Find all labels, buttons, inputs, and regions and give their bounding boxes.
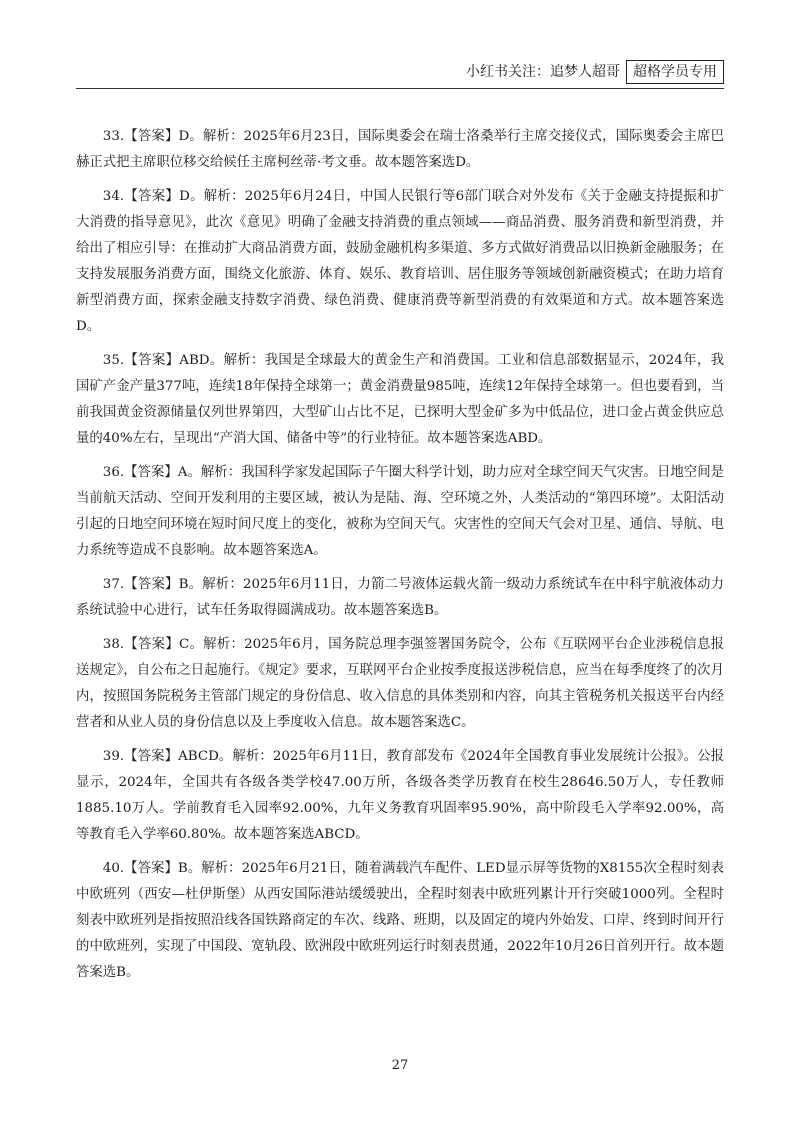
- answer-39: 39.【答案】ABCD。解析：2025年6月11日，教育部发布《2024年全国教育事业发展统计公报》。公报显示，2024年，全国共有各级各类学校47.00万所，各级各类学历教育在校生28646.50万人，专任教师1885.10万人。学前教育毛入园率92.00%，九年义务教育巩固率95.90%，高中阶段毛入学率92.00%，高等教育毛入学率60.80%。故本题答案选ABCD。: [76, 749, 724, 842]
- answer-38: 38.【答案】C。解析：2025年6月，国务院总理李强签署国务院令，公布《互联网平台企业涉税信息报送规定》，自公布之日起施行。《规定》要求，互联网平台企业按季度报送涉税信息，应当在每季度终了的次月内，按照国务院税务主管部门规定的身份信息、收入信息的具体类别和内容，向其主管税务机关报送平台内经营者和从业人员的身份信息以及上季度收入信息。故本题答案选C。: [76, 637, 724, 730]
- page-header: [466, 60, 724, 84]
- answer-content: [76, 124, 724, 994]
- answer-33: 33.【答案】D。解析：2025年6月23日，国际奥委会在瑞士洛桑举行主席交接仪式，国际奥委会主席巴赫正式把主席职位移交给候任主席柯丝蒂·考文垂。故本题答案选D。: [76, 129, 724, 170]
- header-title: 小红书关注：追梦人超哥: [466, 64, 620, 80]
- answer-37: 37.【答案】B。解析：2025年6月11日，力箭二号液体运载火箭一级动力系统试车在中科宇航液体动力系统试验中心进行，试车任务取得圆满成功。故本题答案选B。: [76, 577, 724, 618]
- answer-36: 36.【答案】A。解析：我国科学家发起国际子午圈大科学计划，助力应对全球空间天气灾害。日地空间是当前航天活动、空间开发利用的主要区域，被认为是陆、海、空环境之外，人类活动的“第四环境”。太阳活动引起的日地空间环境在短时间尺度上的变化，被称为空间天气。灾害性的空间天气会对卫星、通信、导航、电力系统等造成不良影响。故本题答案选A。: [76, 465, 724, 558]
- answer-35: 35.【答案】ABD。解析：我国是全球最大的黄金生产和消费国。工业和信息部数据显示，2024年，我国矿产金产量377吨，连续18年保持全球第一；黄金消费量985吨，连续12年保持全球第一。但也要看到，当前我国黄金资源储量仅列世界第四，大型矿山占比不足，已探明大型金矿多为中低品位，进口金占黄金供应总量的40%左右，呈现出“产消大国、储备中等”的行业特征。故本题答案选ABD。: [76, 353, 724, 446]
- header-tag: 超格学员专用: [626, 60, 724, 84]
- page-number: 27: [391, 1058, 409, 1073]
- header-divider: [76, 88, 724, 89]
- answer-34: 34.【答案】D。解析：2025年6月24日，中国人民银行等6部门联合对外发布《关于金融支持提振和扩大消费的指导意见》，此次《意见》明确了金融支持消费的重点领域——商品消费、服务消费和新型消费，并给出了相应引导：在推动扩大商品消费方面，鼓励金融机构多渠道、多方式做好消费品以旧换新金融服务；在支持发展服务消费方面，围绕文化旅游、体育、娱乐、教育培训、居住服务等领域创新融资模式；在助力培育新型消费方面，探索金融支持数字消费、绿色消费、健康消费等新型消费的有效渠道和方式。故本题答案选D。: [76, 189, 724, 334]
- answer-40: 40.【答案】B。解析：2025年6月21日，随着满载汽车配件、LED显示屏等货物的X8155次全程时刻表中欧班列（西安—杜伊斯堡）从西安国际港站缓缓驶出，全程时刻表中欧班列累计开行突破1000列。全程时刻表中欧班列是指按照沿线各国铁路商定的车次、线路、班期，以及固定的境内外始发、口岸、终到时间开行的中欧班列，实现了中国段、宽轨段、欧洲段中欧班列运行时刻表贯通，2022年10月26日首列开行。故本题答案选B。: [76, 861, 724, 980]
